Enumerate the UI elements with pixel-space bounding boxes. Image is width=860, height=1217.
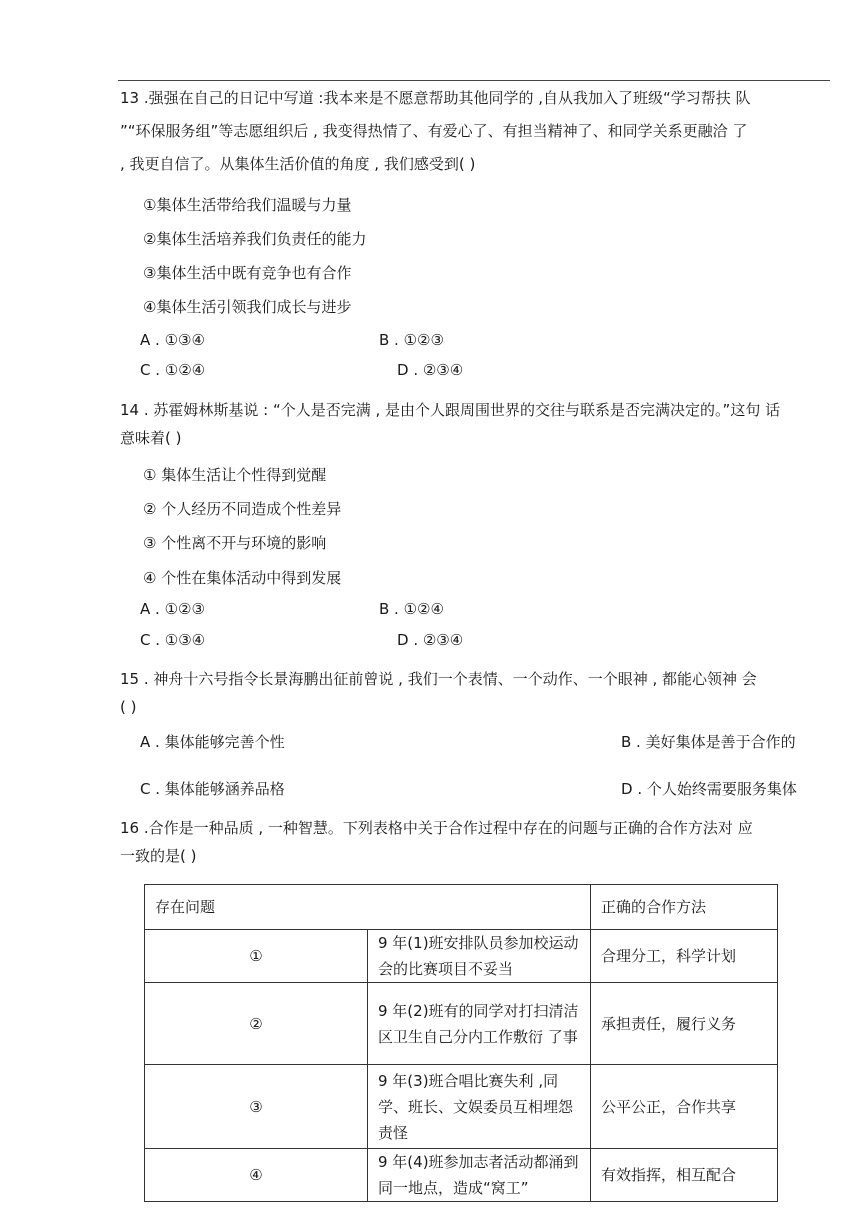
header-problem: 存在问题: [145, 885, 591, 930]
header-method: 正确的合作方法: [591, 885, 778, 930]
row-number: ②: [145, 983, 368, 1065]
q15-choice-a[interactable]: A . 集体能够完善个性: [140, 733, 285, 751]
table-row: [145, 930, 778, 983]
q15-stem-line-1: 15 . 神舟十六号指令长景海鹏出征前曾说 , 我们一个表情、一个动作、一个眼神 , 都能心领神 会: [120, 670, 757, 688]
q14-choice-b[interactable]: B . ①②④: [379, 600, 444, 618]
row-method: 合理分工，科学计划: [591, 930, 778, 983]
row-number: ④: [145, 1149, 368, 1202]
q13-item-3: ③集体生活中既有竞争也有合作: [143, 264, 352, 282]
q13-choice-c[interactable]: C . ①②④: [140, 361, 206, 379]
q14-choice-d[interactable]: D . ②③④: [397, 631, 464, 649]
row-method: 公平公正，合作共享: [591, 1065, 778, 1149]
row-problem: 9 年(3)班合唱比赛失利 ,同学、班长、文娱委员互相埋怨 责怪: [368, 1065, 591, 1149]
row-problem: 9 年(1)班安排队员参加校运动会的比赛项目不妥当: [368, 930, 591, 983]
q14-item-3: ③ 个性离不开与环境的影响: [143, 534, 327, 552]
q14-choice-a[interactable]: A . ①②③: [140, 600, 205, 618]
row-number: ①: [145, 930, 368, 983]
q13-item-4: ④集体生活引领我们成长与进步: [143, 298, 352, 316]
q13-item-2: ②集体生活培养我们负责任的能力: [143, 230, 367, 248]
q13-stem-line-2: ”“环保服务组”等志愿组织后 , 我变得热情了、有爱心了、有担当精神了、和同学关系更融洽 了: [120, 122, 748, 140]
q13-choice-a[interactable]: A . ①③④: [140, 331, 205, 349]
table-row: [145, 1149, 778, 1202]
row-number: ③: [145, 1065, 368, 1149]
q14-item-4: ④ 个性在集体活动中得到发展: [143, 569, 342, 587]
q14-choice-c[interactable]: C . ①③④: [140, 631, 206, 649]
table-row: [145, 983, 778, 1065]
q13-stem-line-1: 13 .强强在自己的日记中写道 :我本来是不愿意帮助其他同学的 ,自从我加入了班级“学习帮扶 队: [120, 89, 751, 107]
row-method: 承担责任，履行义务: [591, 983, 778, 1065]
table-header-row: [145, 885, 778, 930]
row-problem: 9 年(2)班有的同学对打扫清洁区卫生自己分内工作敷衍 了事: [368, 983, 591, 1065]
q13-item-1: ①集体生活带给我们温暖与力量: [143, 196, 352, 214]
q14-stem-line-1: 14 . 苏霍姆林斯基说 : “个人是否完满 , 是由个人跟周围世界的交往与联系是否完满决定的。”这句 话: [120, 401, 781, 419]
q16-stem-line-2: 一致的是( ): [120, 847, 197, 865]
table-row: [145, 1065, 778, 1149]
q13-stem-line-3: , 我更自信了。从集体生活价值的角度 , 我们感受到( ): [120, 155, 476, 173]
q15-choice-b[interactable]: B . 美好集体是善于合作的: [621, 733, 796, 751]
q15-choice-c[interactable]: C . 集体能够涵养品格: [140, 780, 285, 798]
q15-choice-d[interactable]: D . 个人始终需要服务集体: [621, 780, 797, 798]
q13-choice-d[interactable]: D . ②③④: [397, 361, 464, 379]
row-method: 有效指挥，相互配合: [591, 1149, 778, 1202]
top-rule: [118, 80, 830, 81]
q16-table: [144, 884, 778, 1202]
q13-choice-b[interactable]: B . ①②③: [379, 331, 444, 349]
row-problem: 9 年(4)班参加志者活动都涌到同一地点，造成“窝工”: [368, 1149, 591, 1202]
q16-stem-line-1: 16 .合作是一种品质 , 一种智慧。下列表格中关于合作过程中存在的问题与正确的合作方法对 应: [120, 819, 753, 837]
q14-item-2: ② 个人经历不同造成个性差异: [143, 500, 342, 518]
q14-item-1: ① 集体生活让个性得到觉醒: [143, 466, 327, 484]
q15-stem-line-2: ( ): [120, 698, 137, 716]
q14-stem-line-2: 意味着( ): [120, 429, 182, 447]
